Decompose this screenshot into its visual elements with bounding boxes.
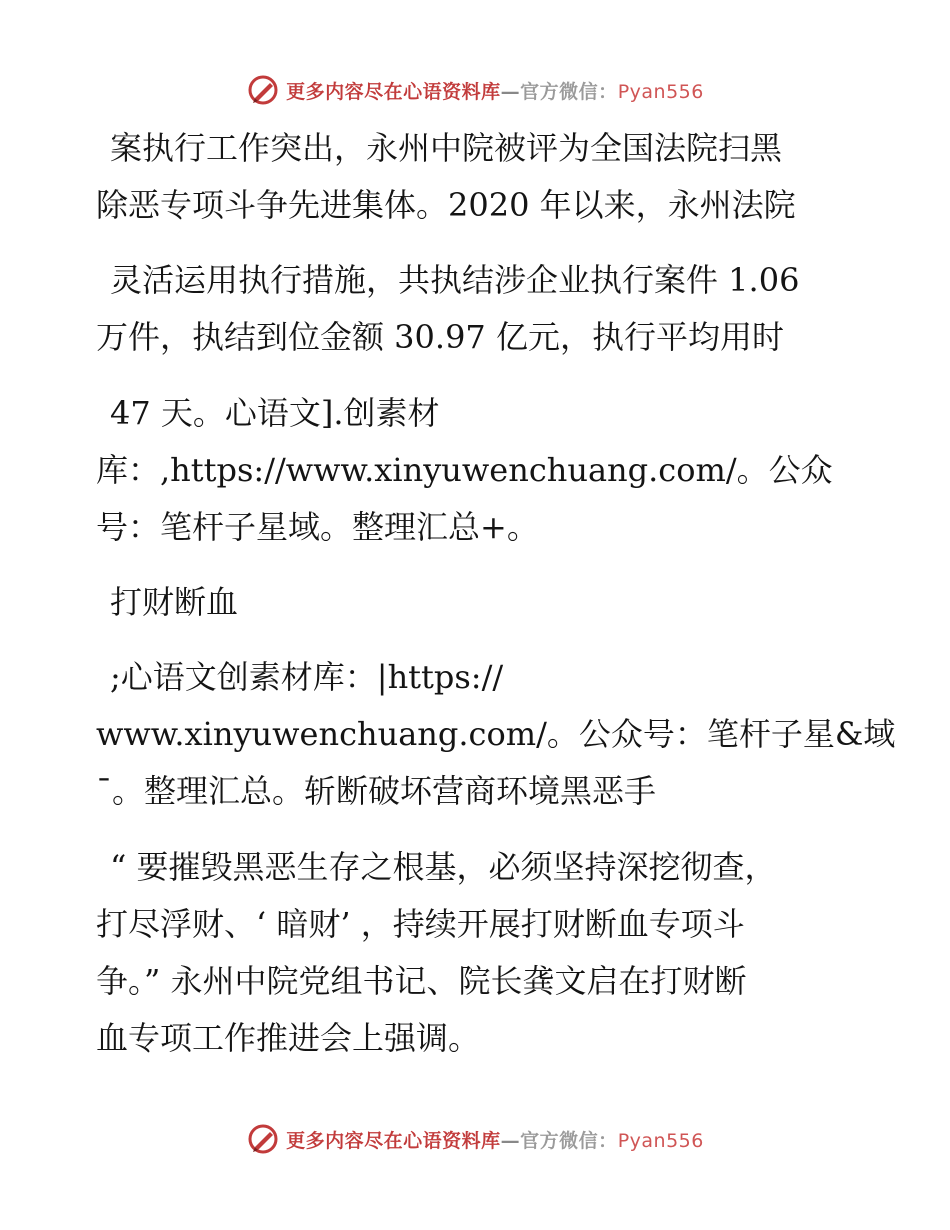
text-line: www.xinyuwenchuang.com/。公众号：笔杆子星&域 xyxy=(96,715,896,753)
text-line: “ 要摧毁黑恶生存之根基，必须坚持深挖彻查， xyxy=(110,848,777,886)
text-line: 号：笔杆子星域。整理汇总+。 xyxy=(96,508,539,546)
text-line: 库：,https://www.xinyuwenchuang.com/。公众 xyxy=(96,451,833,489)
text-line: 灵活运用执行措施，共执结涉企业执行案件 1.06 xyxy=(110,261,800,299)
watermark-brand: 更多内容尽在心语资料库 xyxy=(286,1129,501,1152)
watermark-dash: — xyxy=(500,80,521,103)
footer-watermark xyxy=(0,1119,950,1159)
watermark-dash: — xyxy=(500,1129,521,1152)
text-line: 47 天。心语文].创素材 xyxy=(110,394,440,432)
watermark-handle: Pyan556 xyxy=(617,80,704,103)
pen-logo-icon xyxy=(246,73,280,107)
text-line: 血专项工作推进会上强调。 xyxy=(96,1019,481,1057)
text-line: ¯。整理汇总。斩断破坏营商环境黑恶手 xyxy=(96,772,657,810)
text-line: 除恶专项斗争先进集体。2020 年以来，永州法院 xyxy=(96,186,796,224)
text-line: 万件，执结到位金额 30.97 亿元，执行平均用时 xyxy=(96,318,784,356)
text-line: ;心语文创素材库：|https:// xyxy=(110,658,504,696)
watermark-text xyxy=(286,1126,704,1153)
watermark-official: 官方微信： xyxy=(520,1129,618,1152)
watermark-handle: Pyan556 xyxy=(617,1129,704,1152)
watermark-brand: 更多内容尽在心语资料库 xyxy=(286,80,501,103)
text-line: 争。” 永州中院党组书记、院长龚文启在打财断 xyxy=(96,962,747,1000)
text-line: 案执行工作突出，永州中院被评为全国法院扫黑 xyxy=(110,129,783,167)
watermark-official: 官方微信： xyxy=(520,80,618,103)
watermark-text xyxy=(286,77,704,104)
header-watermark xyxy=(0,70,950,110)
section-heading: 打财断血 xyxy=(110,583,239,621)
pen-logo-icon xyxy=(246,1122,280,1156)
text-line: 打尽浮财、‘ 暗财’ ，持续开展打财断血专项斗 xyxy=(96,905,745,943)
